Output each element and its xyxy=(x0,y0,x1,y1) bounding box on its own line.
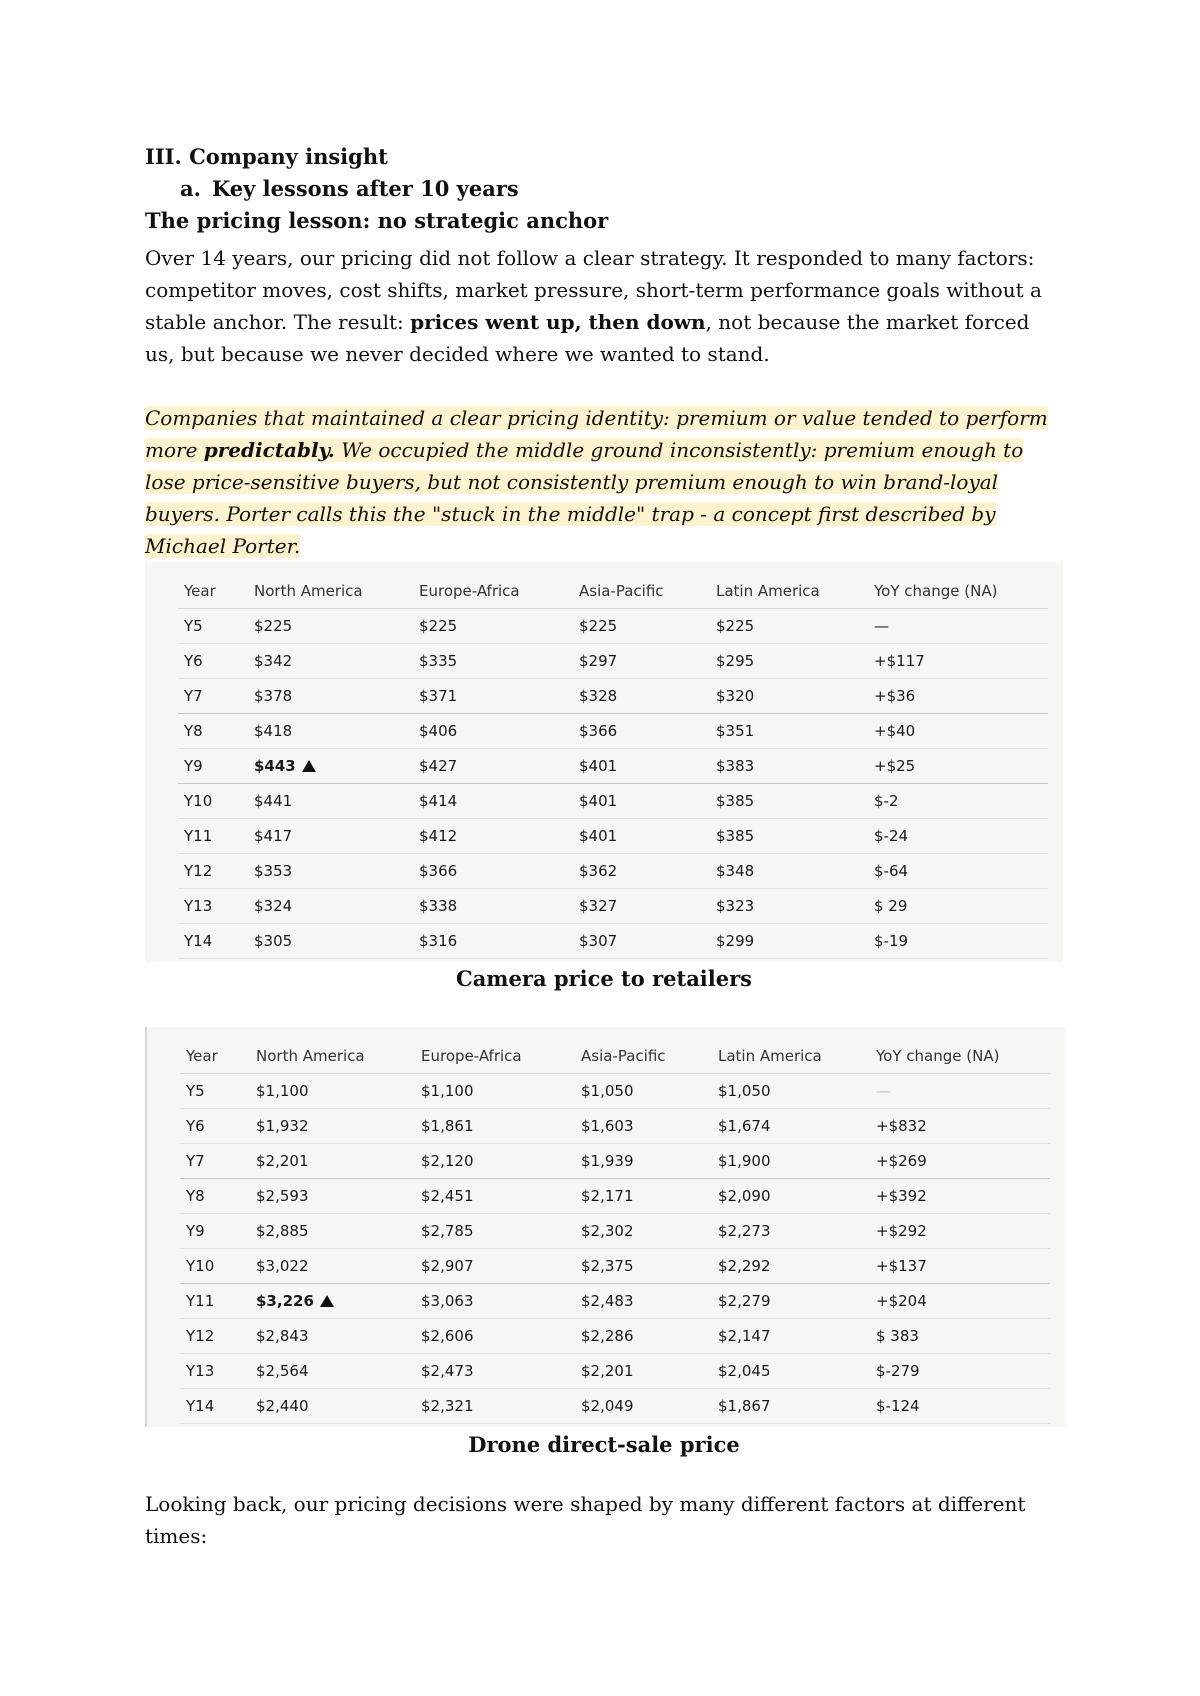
cell-value: $2,785 xyxy=(421,1222,474,1240)
table-cell xyxy=(868,749,1048,784)
table-cell xyxy=(250,1354,415,1389)
cell-value: $1,861 xyxy=(421,1117,474,1135)
cell-value: $-64 xyxy=(874,862,909,880)
table-cell xyxy=(180,1179,250,1214)
table-cell xyxy=(248,784,413,819)
column-header: Europe-Africa xyxy=(415,1039,575,1074)
cell-value: $1,100 xyxy=(421,1082,474,1100)
cell-value: Y13 xyxy=(184,897,213,915)
table-cell xyxy=(575,1144,712,1179)
cell-value: $-279 xyxy=(876,1362,920,1380)
cell-value: Y9 xyxy=(186,1222,205,1240)
cell-value: $320 xyxy=(716,687,755,705)
cell-value: $385 xyxy=(716,827,755,845)
table-cell xyxy=(178,644,248,679)
table-cell xyxy=(180,1109,250,1144)
table-cell xyxy=(573,749,710,784)
table-cell xyxy=(868,679,1048,714)
cell-value: Y12 xyxy=(184,862,213,880)
cell-value: $1,100 xyxy=(256,1082,309,1100)
cell-value: $2,440 xyxy=(256,1397,309,1415)
table-cell xyxy=(870,1144,1050,1179)
cell-value: $2,292 xyxy=(718,1257,771,1275)
cell-value: $414 xyxy=(419,792,458,810)
table-cell xyxy=(710,714,868,749)
table-cell xyxy=(250,1214,415,1249)
intro-part2: , not because the market forced us, but because we never decided where we wanted to stand. xyxy=(145,310,1030,366)
table-cell xyxy=(575,1179,712,1214)
table-cell xyxy=(180,1144,250,1179)
column-header: North America xyxy=(250,1039,415,1074)
cell-value: $366 xyxy=(419,862,458,880)
table-cell xyxy=(573,644,710,679)
cell-value: $351 xyxy=(716,722,755,740)
column-header: Europe-Africa xyxy=(413,574,573,609)
table-cell xyxy=(413,924,573,959)
cell-value: Y11 xyxy=(184,827,213,845)
table-cell xyxy=(415,1284,575,1319)
cell-value: $ 383 xyxy=(876,1327,919,1345)
table-cell xyxy=(710,924,868,959)
table-cell xyxy=(178,889,248,924)
cell-value: $328 xyxy=(579,687,618,705)
cell-value: $1,050 xyxy=(718,1082,771,1100)
table-cell xyxy=(180,1319,250,1354)
cell-value: $1,050 xyxy=(581,1082,634,1100)
cell-value: $385 xyxy=(716,792,755,810)
cell-value: Y6 xyxy=(184,652,203,670)
table-cell xyxy=(250,1319,415,1354)
cell-value: $342 xyxy=(254,652,293,670)
table-cell xyxy=(415,1214,575,1249)
table-cell xyxy=(248,819,413,854)
cell-value: Y9 xyxy=(184,757,203,775)
table-cell xyxy=(180,1249,250,1284)
cell-value: Y5 xyxy=(186,1082,205,1100)
cell-value: +$40 xyxy=(874,722,916,740)
table-cell xyxy=(178,819,248,854)
cell-value: $1,900 xyxy=(718,1152,771,1170)
table-cell xyxy=(415,1074,575,1109)
quote-part2: We occupied the middle ground inconsistently: premium enough to lose price-sensitive buyers, but not consistently premium enough to win brand-loyal buyers. Porter calls this the "stuck in the middle" trap - a concept first described by Michael Porter. xyxy=(145,438,1024,558)
cell-value: — xyxy=(874,617,889,635)
cell-value: $401 xyxy=(579,792,618,810)
table-header-row xyxy=(180,1039,1050,1074)
table-cell xyxy=(710,819,868,854)
table-cell xyxy=(178,854,248,889)
cell-value: Y6 xyxy=(186,1117,205,1135)
drone-price-table-image xyxy=(145,1027,1065,1427)
cell-value: Y10 xyxy=(186,1257,215,1275)
cell-value: $2,273 xyxy=(718,1222,771,1240)
table-row xyxy=(180,1389,1050,1424)
cell-value: $2,279 xyxy=(718,1292,771,1310)
table-cell xyxy=(575,1319,712,1354)
table-cell xyxy=(248,644,413,679)
subheading-text: Key lessons after 10 years xyxy=(212,176,519,201)
intro-part1: Over 14 years, our pricing did not follow a clear strategy. It responded to many factors: competitor moves, cost shifts, market pressure, short-term performance goals without a stable anchor. The result: xyxy=(145,246,1042,334)
table-cell xyxy=(413,749,573,784)
cell-value: $401 xyxy=(579,757,618,775)
cell-value: Y12 xyxy=(186,1327,215,1345)
cell-value: $225 xyxy=(419,617,458,635)
table-cell xyxy=(868,714,1048,749)
table-cell xyxy=(573,819,710,854)
cell-value: $-2 xyxy=(874,792,899,810)
table-cell xyxy=(250,1249,415,1284)
camera-table-caption: Camera price to retailers xyxy=(455,966,753,991)
table-cell xyxy=(870,1389,1050,1424)
table-cell xyxy=(248,679,413,714)
table-row xyxy=(178,889,1048,924)
table-cell xyxy=(413,889,573,924)
subheading-number: a. xyxy=(180,176,201,201)
table-cell xyxy=(250,1389,415,1424)
table-cell xyxy=(870,1179,1050,1214)
table-cell xyxy=(413,609,573,644)
cell-value: $1,932 xyxy=(256,1117,309,1135)
table-cell xyxy=(413,854,573,889)
cell-value: $353 xyxy=(254,862,293,880)
cell-value: +$832 xyxy=(876,1117,927,1135)
cell-value: Y11 xyxy=(186,1292,215,1310)
cell-value: Y5 xyxy=(184,617,203,635)
table-cell xyxy=(248,924,413,959)
table-cell xyxy=(575,1249,712,1284)
cell-value: +$36 xyxy=(874,687,916,705)
column-header: North America xyxy=(248,574,413,609)
cell-value: Y14 xyxy=(184,932,213,950)
cell-value: $2,147 xyxy=(718,1327,771,1345)
cell-value: Y14 xyxy=(186,1397,215,1415)
cell-value: $3,022 xyxy=(256,1257,309,1275)
table-cell xyxy=(870,1214,1050,1249)
column-header: Year xyxy=(178,574,248,609)
table-cell xyxy=(573,679,710,714)
cell-value: $ 29 xyxy=(874,897,908,915)
table-cell xyxy=(413,819,573,854)
cell-value: $225 xyxy=(716,617,755,635)
table-cell xyxy=(180,1214,250,1249)
cell-value: $2,564 xyxy=(256,1362,309,1380)
intro-paragraph xyxy=(145,242,1065,370)
table-cell xyxy=(573,784,710,819)
cell-value: $2,375 xyxy=(581,1257,634,1275)
table-cell xyxy=(573,924,710,959)
table-row xyxy=(178,854,1048,889)
table-cell xyxy=(712,1284,870,1319)
column-header: YoY change (NA) xyxy=(868,574,1048,609)
table-row xyxy=(178,819,1048,854)
cell-value: $441 xyxy=(254,792,293,810)
column-header: Year xyxy=(180,1039,250,1074)
table-row xyxy=(178,714,1048,749)
cell-value: $305 xyxy=(254,932,293,950)
table-row xyxy=(180,1319,1050,1354)
table-cell xyxy=(712,1074,870,1109)
table-cell xyxy=(712,1354,870,1389)
drone-table-caption: Drone direct-sale price xyxy=(468,1432,740,1457)
table-cell xyxy=(573,714,710,749)
table-header-row xyxy=(178,574,1048,609)
table-cell xyxy=(710,784,868,819)
cell-value: +$117 xyxy=(874,652,925,670)
cell-value: $2,473 xyxy=(421,1362,474,1380)
cell-value: $1,939 xyxy=(581,1152,634,1170)
table-cell xyxy=(868,854,1048,889)
cell-value: $2,302 xyxy=(581,1222,634,1240)
table-cell xyxy=(415,1249,575,1284)
table-cell xyxy=(870,1284,1050,1319)
table-cell xyxy=(710,609,868,644)
cell-value: $406 xyxy=(419,722,458,740)
table-row xyxy=(180,1284,1050,1319)
column-header: Latin America xyxy=(710,574,868,609)
lesson-title: The pricing lesson: no strategic anchor xyxy=(145,208,609,233)
table-cell xyxy=(712,1144,870,1179)
cell-value: $2,451 xyxy=(421,1187,474,1205)
table-cell xyxy=(413,679,573,714)
table-row xyxy=(180,1214,1050,1249)
cell-value: +$137 xyxy=(876,1257,927,1275)
table-cell xyxy=(870,1319,1050,1354)
cell-value: $225 xyxy=(254,617,293,635)
table-cell xyxy=(712,1179,870,1214)
table-cell xyxy=(415,1144,575,1179)
cell-value: $-24 xyxy=(874,827,909,845)
table-cell xyxy=(413,644,573,679)
table-cell xyxy=(710,679,868,714)
table-cell xyxy=(868,644,1048,679)
peak-triangle-icon xyxy=(320,1295,334,1307)
cell-value: +$269 xyxy=(876,1152,927,1170)
cell-value: Y8 xyxy=(184,722,203,740)
cell-value: Y13 xyxy=(186,1362,215,1380)
table-row xyxy=(180,1144,1050,1179)
cell-value: $366 xyxy=(579,722,618,740)
cell-value: +$392 xyxy=(876,1187,927,1205)
cell-value: $427 xyxy=(419,757,458,775)
table-cell xyxy=(573,889,710,924)
table-cell xyxy=(415,1319,575,1354)
table-cell xyxy=(180,1284,250,1319)
cell-value: Y7 xyxy=(186,1152,205,1170)
table-cell xyxy=(712,1109,870,1144)
table-cell xyxy=(868,609,1048,644)
table-cell xyxy=(712,1389,870,1424)
cell-value: $2,885 xyxy=(256,1222,309,1240)
camera-price-table-image xyxy=(145,562,1063,962)
cell-value: $225 xyxy=(579,617,618,635)
cell-value: $1,674 xyxy=(718,1117,771,1135)
table-cell xyxy=(710,854,868,889)
table-cell xyxy=(248,889,413,924)
table-cell xyxy=(710,749,868,784)
cell-value: $295 xyxy=(716,652,755,670)
cell-value: $362 xyxy=(579,862,618,880)
cell-value: $412 xyxy=(419,827,458,845)
table-cell xyxy=(180,1354,250,1389)
cell-value: $323 xyxy=(716,897,755,915)
table-cell xyxy=(415,1109,575,1144)
table-cell xyxy=(870,1249,1050,1284)
cell-value: $2,593 xyxy=(256,1187,309,1205)
cell-value: $338 xyxy=(419,897,458,915)
closing-paragraph: Looking back, our pricing decisions were shaped by many different factors at different times: xyxy=(145,1492,1026,1548)
cell-value: $2,606 xyxy=(421,1327,474,1345)
table-cell xyxy=(250,1144,415,1179)
table-cell xyxy=(250,1074,415,1109)
cell-value: — xyxy=(876,1082,891,1100)
table-cell xyxy=(712,1249,870,1284)
table-row xyxy=(178,784,1048,819)
table-row xyxy=(180,1249,1050,1284)
cell-value: $2,201 xyxy=(581,1362,634,1380)
table-cell xyxy=(415,1354,575,1389)
table-row xyxy=(178,924,1048,959)
cell-value: $2,483 xyxy=(581,1292,634,1310)
cell-value: $299 xyxy=(716,932,755,950)
table-cell xyxy=(870,1109,1050,1144)
cell-value: $3,226 xyxy=(256,1292,314,1310)
table-cell xyxy=(178,679,248,714)
table-cell xyxy=(712,1319,870,1354)
cell-value: $417 xyxy=(254,827,293,845)
table-cell xyxy=(575,1074,712,1109)
table-row xyxy=(180,1179,1050,1214)
cell-value: $-19 xyxy=(874,932,909,950)
peak-triangle-icon xyxy=(302,760,316,772)
table-cell xyxy=(250,1109,415,1144)
table-row xyxy=(178,749,1048,784)
cell-value: +$204 xyxy=(876,1292,927,1310)
table-cell xyxy=(870,1074,1050,1109)
cell-value: $2,286 xyxy=(581,1327,634,1345)
table-cell xyxy=(710,889,868,924)
table-cell xyxy=(868,924,1048,959)
column-header: YoY change (NA) xyxy=(870,1039,1050,1074)
intro-bold: prices went up, then down xyxy=(410,310,706,334)
cell-value: $307 xyxy=(579,932,618,950)
table-cell xyxy=(573,609,710,644)
table-cell xyxy=(868,889,1048,924)
table-cell xyxy=(575,1214,712,1249)
cell-value: $2,090 xyxy=(718,1187,771,1205)
quote-part1: Companies that maintained a clear pricing identity: premium or value tended to perform more xyxy=(145,406,1048,462)
table-cell xyxy=(575,1354,712,1389)
cell-value: $371 xyxy=(419,687,458,705)
table-cell xyxy=(178,924,248,959)
cell-value: $1,867 xyxy=(718,1397,771,1415)
cell-value: $401 xyxy=(579,827,618,845)
cell-value: $2,843 xyxy=(256,1327,309,1345)
table-cell xyxy=(178,609,248,644)
cell-value: $378 xyxy=(254,687,293,705)
camera-price-table xyxy=(178,574,1048,959)
table-row xyxy=(180,1109,1050,1144)
table-cell xyxy=(415,1179,575,1214)
section-heading: III. Company insight xyxy=(145,144,388,169)
cell-value: $-124 xyxy=(876,1397,920,1415)
cell-value: $2,171 xyxy=(581,1187,634,1205)
cell-value: +$292 xyxy=(876,1222,927,1240)
cell-value: $2,120 xyxy=(421,1152,474,1170)
table-cell xyxy=(575,1389,712,1424)
table-cell xyxy=(248,609,413,644)
cell-value: $335 xyxy=(419,652,458,670)
table-cell xyxy=(178,749,248,784)
table-cell xyxy=(178,784,248,819)
table-row xyxy=(180,1074,1050,1109)
cell-value: $2,907 xyxy=(421,1257,474,1275)
cell-value: Y8 xyxy=(186,1187,205,1205)
table-row xyxy=(180,1354,1050,1389)
table-row xyxy=(178,644,1048,679)
table-cell xyxy=(250,1179,415,1214)
table-cell xyxy=(870,1354,1050,1389)
cell-value: $327 xyxy=(579,897,618,915)
table-cell xyxy=(415,1389,575,1424)
table-cell xyxy=(248,749,413,784)
table-cell xyxy=(575,1284,712,1319)
table-cell xyxy=(712,1214,870,1249)
table-cell xyxy=(180,1074,250,1109)
cell-value: $2,049 xyxy=(581,1397,634,1415)
cell-value: $2,201 xyxy=(256,1152,309,1170)
table-cell xyxy=(573,854,710,889)
highlighted-quote xyxy=(145,402,1065,562)
cell-value: $348 xyxy=(716,862,755,880)
cell-value: +$25 xyxy=(874,757,916,775)
table-cell xyxy=(180,1389,250,1424)
cell-value: $297 xyxy=(579,652,618,670)
quote-bold: predictably. xyxy=(203,438,335,462)
table-cell xyxy=(710,644,868,679)
column-header: Asia-Pacific xyxy=(575,1039,712,1074)
cell-value: Y7 xyxy=(184,687,203,705)
cell-value: $443 xyxy=(254,757,296,775)
table-cell xyxy=(248,714,413,749)
table-cell xyxy=(250,1284,415,1319)
cell-value: $1,603 xyxy=(581,1117,634,1135)
subheading xyxy=(180,176,519,201)
table-cell xyxy=(248,854,413,889)
table-cell xyxy=(868,784,1048,819)
table-cell xyxy=(413,714,573,749)
table-row xyxy=(178,609,1048,644)
table-cell xyxy=(868,819,1048,854)
table-row xyxy=(178,679,1048,714)
column-header: Asia-Pacific xyxy=(573,574,710,609)
drone-price-table xyxy=(180,1039,1050,1424)
cell-value: $383 xyxy=(716,757,755,775)
cell-value: $316 xyxy=(419,932,458,950)
cell-value: $418 xyxy=(254,722,293,740)
cell-value: $2,045 xyxy=(718,1362,771,1380)
cell-value: $324 xyxy=(254,897,293,915)
cell-value: $3,063 xyxy=(421,1292,474,1310)
column-header: Latin America xyxy=(712,1039,870,1074)
cell-value: Y10 xyxy=(184,792,213,810)
table-cell xyxy=(178,714,248,749)
table-cell xyxy=(413,784,573,819)
cell-value: $2,321 xyxy=(421,1397,474,1415)
table-cell xyxy=(575,1109,712,1144)
